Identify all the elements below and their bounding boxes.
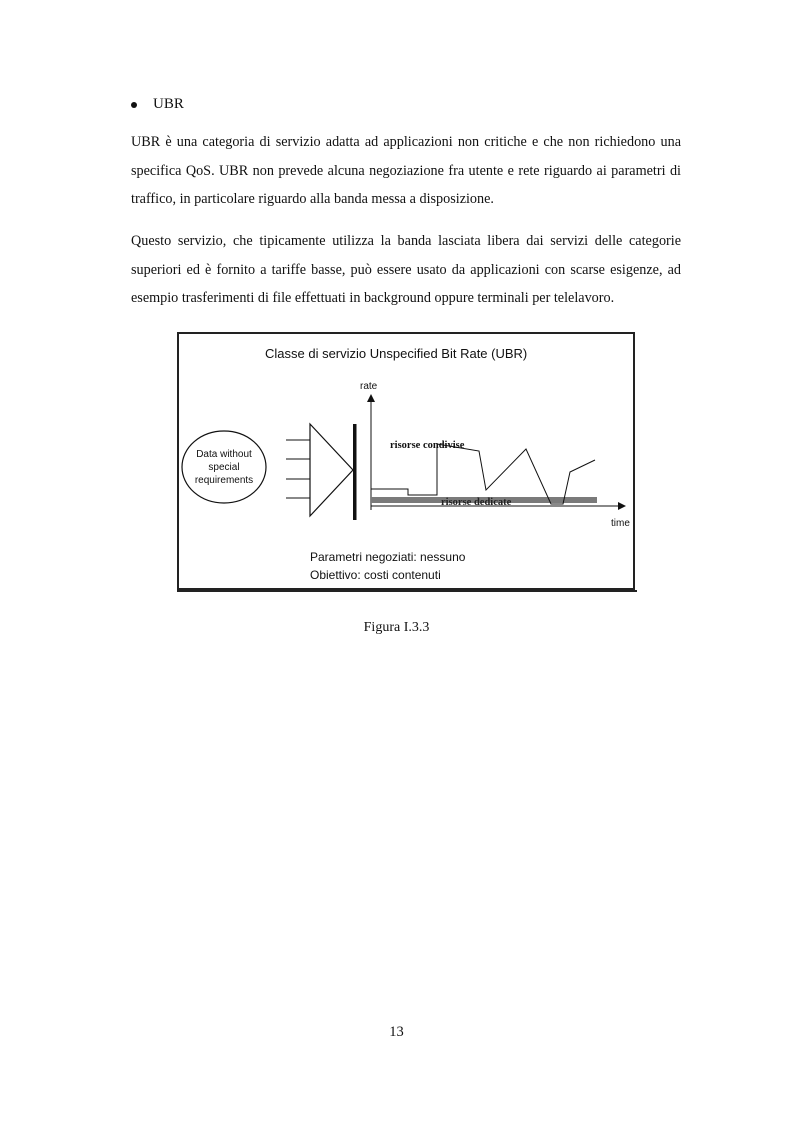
- y-axis-label: rate: [360, 381, 378, 392]
- figure-underline: [177, 590, 637, 592]
- input-lines: [286, 440, 310, 498]
- y-axis-arrow: [367, 394, 375, 402]
- x-axis-label: time: [611, 518, 630, 529]
- paragraph-1: UBR è una categoria di servizio adatta ad applicazioni non critiche e che non richiedono una specifica QoS. UBR non prevede alcuna negoziazione fra utente e rete riguardo ai parametri di traffico, in particolare riguardo alla banda messa a disposizione.: [131, 134, 681, 208]
- figure-title: Classe di servizio Unspecified Bit Rate (UBR): [265, 346, 528, 361]
- multiplexer-triangle: [310, 424, 353, 516]
- link-bar: [353, 424, 357, 520]
- source-label-line-2: special: [208, 462, 240, 473]
- figure-caption: Figura I.3.3: [363, 620, 430, 635]
- shared-rate-line: [371, 444, 595, 504]
- goal-text: Obiettivo: costi contenuti: [310, 568, 441, 582]
- source-label-line-3: requirements: [194, 475, 254, 486]
- dedicated-label: risorse dedicate: [441, 497, 512, 508]
- bullet-item-ubr: [131, 96, 184, 113]
- paragraph-2: Questo servizio, che tipicamente utilizza la banda lasciata libera dai servizi delle categorie superiori ed è fornito a tariffe basse, può essere usato da applicazioni con scarse esigenze, ad esempio trasferimenti di file effettuati in background oppure terminali per telelavoro.: [131, 233, 681, 307]
- source-label-line-1: Data without: [196, 449, 252, 460]
- shared-label: risorse condivise: [390, 440, 465, 451]
- ubr-diagram: [179, 334, 633, 588]
- bullet-label: UBR: [153, 96, 184, 112]
- bullet-icon: [131, 102, 137, 108]
- x-axis-arrow: [618, 502, 626, 510]
- params-text: Parametri negoziati: nessuno: [310, 550, 466, 564]
- figure-ubr-diagram: [177, 332, 635, 590]
- page-number: 13: [389, 1024, 404, 1040]
